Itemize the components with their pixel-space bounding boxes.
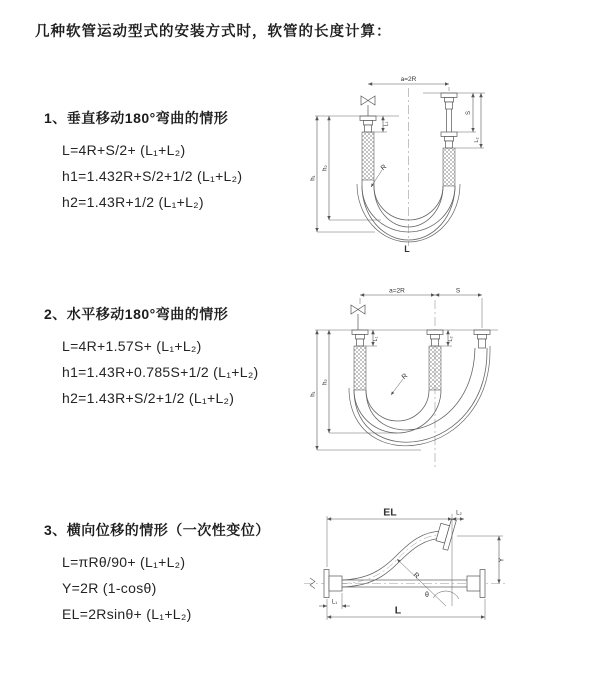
section-lateral-displacement: [44, 520, 304, 627]
dim-el-label: EL: [383, 506, 397, 519]
displaced-hose: [342, 531, 444, 587]
right-fitting: [441, 93, 457, 186]
dim-s-label: S: [455, 287, 461, 295]
dim-a-label: a=2R: [389, 287, 405, 295]
angle-theta-label: θ: [425, 592, 429, 599]
left-flange: [324, 570, 342, 598]
horizontal-bend-diagram: [303, 282, 595, 477]
radius-label: R: [400, 372, 410, 382]
dim-h1-label: h₁: [310, 175, 317, 181]
radius-label: R: [411, 571, 421, 581]
length-label: L: [394, 604, 402, 617]
formula-h1: h1=1.43R+0.785S+1/2 (L₁+L₂): [62, 364, 259, 380]
dim-h1-label: h₁: [310, 391, 317, 397]
section-1-heading: 1、垂直移动180°弯曲的情形: [44, 110, 229, 126]
valve-icon: [351, 305, 365, 314]
tilted-flange: [434, 517, 456, 551]
braided-hose: [362, 132, 374, 180]
section-horizontal-bend: [44, 304, 304, 411]
length-label: L: [404, 244, 410, 254]
formula-h2: h2=1.43R+1/2 (L₁+L₂): [62, 194, 204, 210]
formula-y: Y=2R (1-cosθ): [62, 580, 157, 596]
vertical-bend-diagram: [303, 68, 595, 263]
valve-icon: [361, 96, 375, 105]
middle-fitting: [427, 330, 443, 390]
dimensions: [315, 84, 485, 232]
dim-h2-label: h₂: [322, 165, 329, 171]
dim-y-label: Y: [498, 557, 506, 563]
braided-hose: [354, 346, 366, 390]
braided-hose: [429, 346, 441, 390]
dim-l2-label: L₂: [448, 336, 454, 342]
dim-a-label: a=2R: [400, 76, 417, 83]
formula-l: L=4R+S/2+ (L₁+L₂): [62, 142, 186, 158]
dim-l2-label: L₂: [456, 510, 462, 517]
page-title: 几种软管运动型式的安装方式时，软管的长度计算：: [35, 24, 392, 40]
right-flange: [467, 570, 485, 598]
dim-l1-label: L₁: [331, 599, 338, 606]
section-2-heading: 2、水平移动180°弯曲的情形: [44, 306, 229, 322]
left-fitting: [351, 305, 368, 390]
dim-h2-label: h₂: [322, 379, 329, 385]
formula-el: EL=2Rsinθ+ (L₁+L₂): [62, 606, 192, 622]
left-fitting: [360, 96, 376, 180]
hose-arcs: [349, 346, 490, 446]
lateral-displacement-diagram: [296, 500, 598, 640]
dim-l1-label: L₁: [383, 121, 390, 127]
formula-h1: h1=1.432R+S/2+1/2 (L₁+L₂): [62, 168, 243, 184]
dim-l1-label: L₁: [373, 336, 379, 342]
formula-l: L=πRθ/90+ (L₁+L₂): [62, 554, 186, 570]
dim-l2-label: L₂: [474, 137, 480, 143]
section-vertical-bend: [44, 108, 304, 215]
dim-s-label: S: [466, 110, 472, 116]
formula-l: L=4R+1.57S+ (L₁+L₂): [62, 338, 202, 354]
section-3-heading: 3、横向位移的情形（一次性变位）: [44, 522, 270, 538]
right-fitting: [474, 330, 490, 348]
formula-h2: h2=1.43R+S/2+1/2 (L₁+L₂): [62, 390, 235, 406]
braided-hose: [443, 148, 455, 186]
radius-label: R: [379, 163, 389, 173]
dimensions: [319, 514, 503, 620]
dimensions: [315, 295, 498, 450]
